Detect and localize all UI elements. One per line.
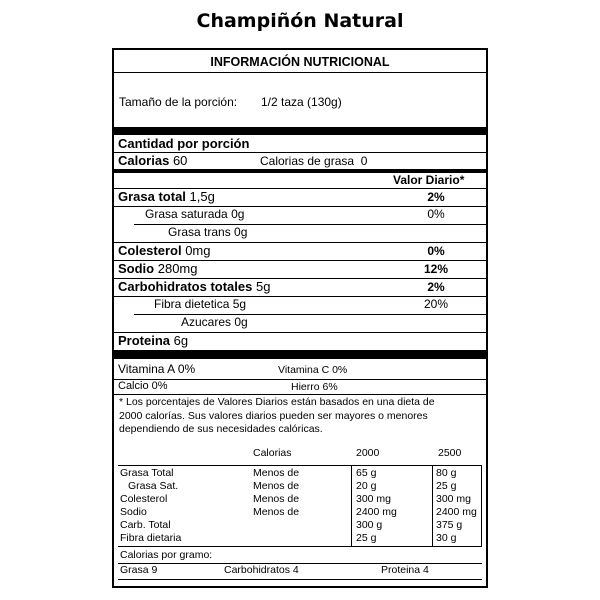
ref-row-name: Sodio [120, 506, 147, 518]
nutrient-dv: 2% [427, 280, 445, 294]
ref-row-2000: 300 mg [356, 493, 392, 505]
page-title: Champiñón Natural [196, 10, 404, 32]
footnote-line: * Los porcentajes de Valores Diarios están basados en una dieta de [119, 396, 435, 408]
ref-row-qualifier: Menos de [253, 480, 300, 492]
fat-calories-value: 0 [360, 154, 368, 168]
calories-value: 60 [172, 153, 188, 168]
calories-per-gram-protein: Proteina 4 [381, 564, 429, 576]
nutrient-amount: 0g [231, 207, 245, 221]
calories-label: Calorias [118, 153, 170, 168]
ref-row-2000: 2400 mg [356, 506, 397, 518]
nutrient-name: Fibra dietetica [154, 297, 230, 311]
ref-row-qualifier: Menos de [253, 493, 300, 505]
nutrient-row-sugars [181, 315, 248, 329]
nutrient-row-sodium [118, 261, 197, 276]
nutrient-amount: 5g [232, 297, 247, 311]
footnote [119, 396, 479, 437]
ref-row-name: Grasa Sat. [128, 480, 179, 492]
calories-per-gram-carbs: Carbohidratos 4 [224, 564, 299, 576]
calories-row [118, 153, 187, 168]
nutrient-amount: 0g [234, 225, 248, 239]
nutrient-dv: 2% [427, 190, 445, 204]
ref-header-2500: 2500 [438, 447, 462, 459]
divider [114, 72, 486, 73]
ref-row-2500: 30 g [436, 532, 457, 544]
ref-row-2500: 80 g [436, 467, 457, 479]
ref-header-2000: 2000 [356, 447, 380, 459]
thick-divider [114, 127, 486, 135]
fat-calories-row [260, 154, 367, 168]
nutrient-amount: 5g [255, 279, 271, 294]
nutrient-name: Colesterol [118, 243, 182, 258]
ref-row-2000: 300 g [356, 519, 383, 531]
divider [114, 379, 486, 380]
ref-row-name: Fibra dietaria [120, 532, 182, 544]
ref-table-top-line [118, 465, 482, 466]
nutrient-row-total-fat [118, 189, 215, 204]
vitamin-a: Vitamina A 0% [118, 362, 196, 376]
nutrient-dv: 12% [423, 262, 449, 276]
nutrient-amount: 1,5g [189, 189, 215, 204]
nutrient-dv: 0% [427, 207, 445, 221]
ref-header-calories: Calorias [253, 447, 292, 459]
ref-row-name: Carb. Total [120, 519, 171, 531]
ref-table-divider [351, 465, 352, 547]
nutrient-name: Grasa total [118, 189, 186, 204]
nutrient-row-saturated-fat [145, 207, 244, 221]
nutrient-row-cholesterol [118, 243, 211, 258]
nutrient-amount: 0mg [185, 243, 211, 258]
thick-divider [114, 350, 486, 359]
calories-per-gram-fat: Grasa 9 [120, 564, 158, 576]
nutrient-name: Sodio [118, 261, 155, 276]
nutrient-dv: 0% [427, 244, 445, 258]
ref-row-2000: 65 g [356, 467, 377, 479]
ref-row-2000: 20 g [356, 480, 377, 492]
ref-row-name: Grasa Total [120, 467, 174, 479]
nutrient-name: Carbohidratos totales [118, 279, 253, 294]
serving-size-value: 1/2 taza (130g) [261, 95, 342, 109]
daily-value-header: Valor Diario* [393, 173, 465, 187]
fat-calories-label: Calorias de grasa [260, 154, 355, 168]
nutrient-name: Grasa trans [168, 225, 231, 239]
nutrient-amount: 6g [173, 333, 189, 348]
nutrition-facts-panel [112, 48, 488, 588]
divider [114, 394, 486, 395]
ref-row-qualifier: Menos de [253, 467, 300, 479]
calories-per-gram-label: Calorias por gramo: [120, 549, 213, 561]
vitamin-c: Vitamina C 0% [278, 364, 348, 376]
divider [118, 579, 482, 580]
ref-row-2000: 25 g [356, 532, 377, 544]
nutrient-name: Proteina [118, 333, 171, 348]
ref-row-name: Colesterol [120, 493, 168, 505]
ref-row-2500: 2400 mg [436, 506, 477, 518]
serving-size-label: Tamaño de la porción: [119, 95, 238, 109]
nutrient-row-total-carbs [118, 279, 270, 294]
footnote-line: dependiendo de sus necesidades calóricas. [119, 423, 323, 435]
nutrient-row-fiber [154, 297, 246, 311]
nutrient-name: Grasa saturada [145, 207, 228, 221]
nutrient-row-trans-fat [168, 225, 247, 239]
ref-row-2500: 25 g [436, 480, 457, 492]
nutrient-dv: 20% [423, 297, 449, 311]
footnote-line: 2000 calorías. Sus valores diarios pueden ser mayores o menores [119, 409, 428, 422]
ref-table-divider [432, 465, 433, 547]
nutrient-amount: 0g [234, 315, 248, 329]
nutrient-row-protein [118, 333, 188, 348]
ref-row-qualifier: Menos de [253, 506, 300, 518]
amount-per-serving: Cantidad por porción [118, 136, 250, 151]
calcium: Calcio 0% [118, 380, 168, 392]
iron: Hierro 6% [291, 381, 338, 393]
ref-row-2500: 375 g [436, 519, 463, 531]
ref-table-bottom-line [118, 546, 482, 547]
label-header: INFORMACIÓN NUTRICIONAL [210, 55, 390, 69]
nutrient-name: Azucares [181, 315, 232, 329]
nutrient-amount: 280mg [157, 261, 198, 276]
ref-row-2500: 300 mg [436, 493, 472, 505]
ref-table-divider [481, 465, 482, 547]
